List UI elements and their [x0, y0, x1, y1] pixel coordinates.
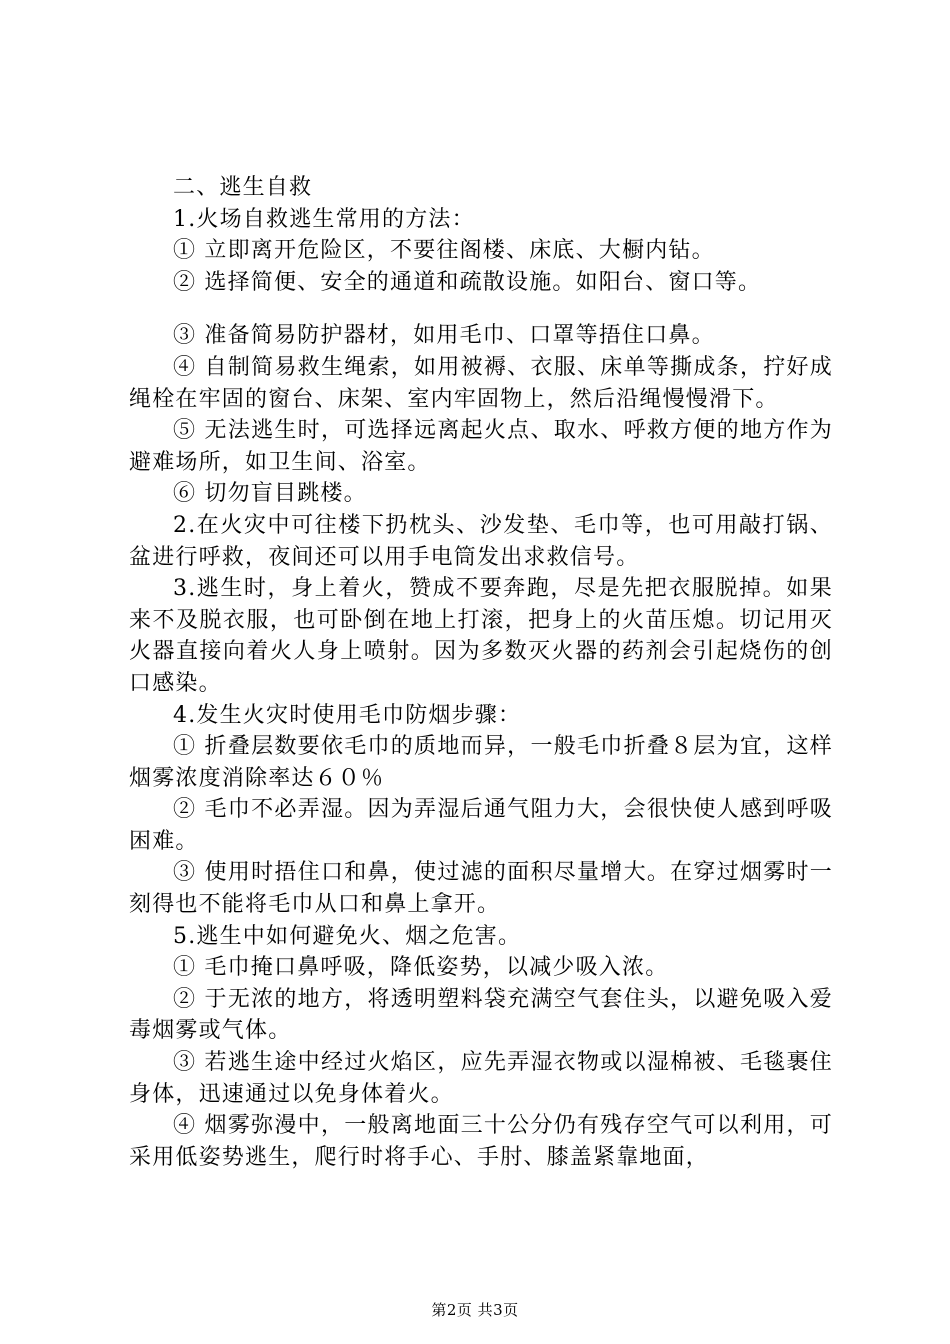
- paragraph: ⑤ 无法逃生时，可选择远离起火点、取水、呼救方便的地方作为避难场所，如卫生间、浴室。: [129, 418, 833, 475]
- paragraph: ③ 使用时捂住口和鼻，使过滤的面积尽量增大。在穿过烟雾时一刻得也不能将毛巾从口和鼻上拿开。: [129, 860, 833, 918]
- paragraph: 5.逃生中如何避免火、烟之危害。: [173, 923, 522, 949]
- paragraph: 2.在火灾中可往楼下扔枕头、沙发垫、毛巾等，也可用敲打锅、盆进行呼救，夜间还可以用手电筒发出求救信号。: [129, 512, 833, 570]
- paragraph: ③ 准备简易防护器材，如用毛巾、口罩等捂住口鼻。: [173, 323, 715, 349]
- page-footer: 第2页 共3页: [431, 1301, 519, 1319]
- paragraph: 1.火场自救逃生常用的方法：: [173, 206, 475, 232]
- paragraph: ④ 烟雾弥漫中，一般离地面三十公分仍有残存空气可以利用，可采用低姿势逃生，爬行时将手心、手肘、膝盖紧靠地面，: [129, 1113, 833, 1170]
- paragraph: ⑥ 切勿盲目跳楼。: [173, 481, 367, 507]
- paragraph: ① 立即离开危险区，不要往阁楼、床底、大橱内钻。: [173, 238, 715, 264]
- section-heading: 二、逃生自救: [173, 175, 313, 200]
- paragraph: 4.发生火灾时使用毛巾防烟步骤：: [173, 702, 522, 728]
- paragraph: ② 选择简便、安全的通道和疏散设施。如阳台、窗口等。: [173, 269, 762, 295]
- paragraph: ③ 若逃生途中经过火焰区，应先弄湿衣物或以湿棉被、毛毯裹住身体，迅速通过以免身体着火。: [129, 1050, 833, 1107]
- paragraph: ① 毛巾掩口鼻呼吸，降低姿势，以减少吸入浓。: [173, 955, 669, 981]
- paragraph: 3.逃生时，身上着火，赞成不要奔跑，尽是先把衣服脱掉。如果来不及脱衣服，也可卧倒在地上打滚，把身上的火苗压熄。切记用灭火器直接向着火人身上喷射。因为多数灭火器的药剂会引起烧伤的创口感染。: [129, 576, 833, 696]
- document-body: [129, 172, 833, 1173]
- paragraph: ① 折叠层数要依毛巾的质地而异，一般毛巾折叠８层为宜，这样烟雾浓度消除率达６０％: [129, 734, 833, 791]
- paragraph: ② 毛巾不必弄湿。因为弄湿后通气阻力大，会很快使人感到呼吸困难。: [129, 797, 833, 854]
- paragraph: ④ 自制简易救生绳索，如用被褥、衣服、床单等撕成条，拧好成绳栓在牢固的窗台、床架、室内牢固物上，然后沿绳慢慢滑下。: [129, 354, 833, 412]
- paragraph: ② 于无浓的地方，将透明塑料袋充满空气套住头，以避免吸入爱毒烟雾或气体。: [129, 986, 833, 1044]
